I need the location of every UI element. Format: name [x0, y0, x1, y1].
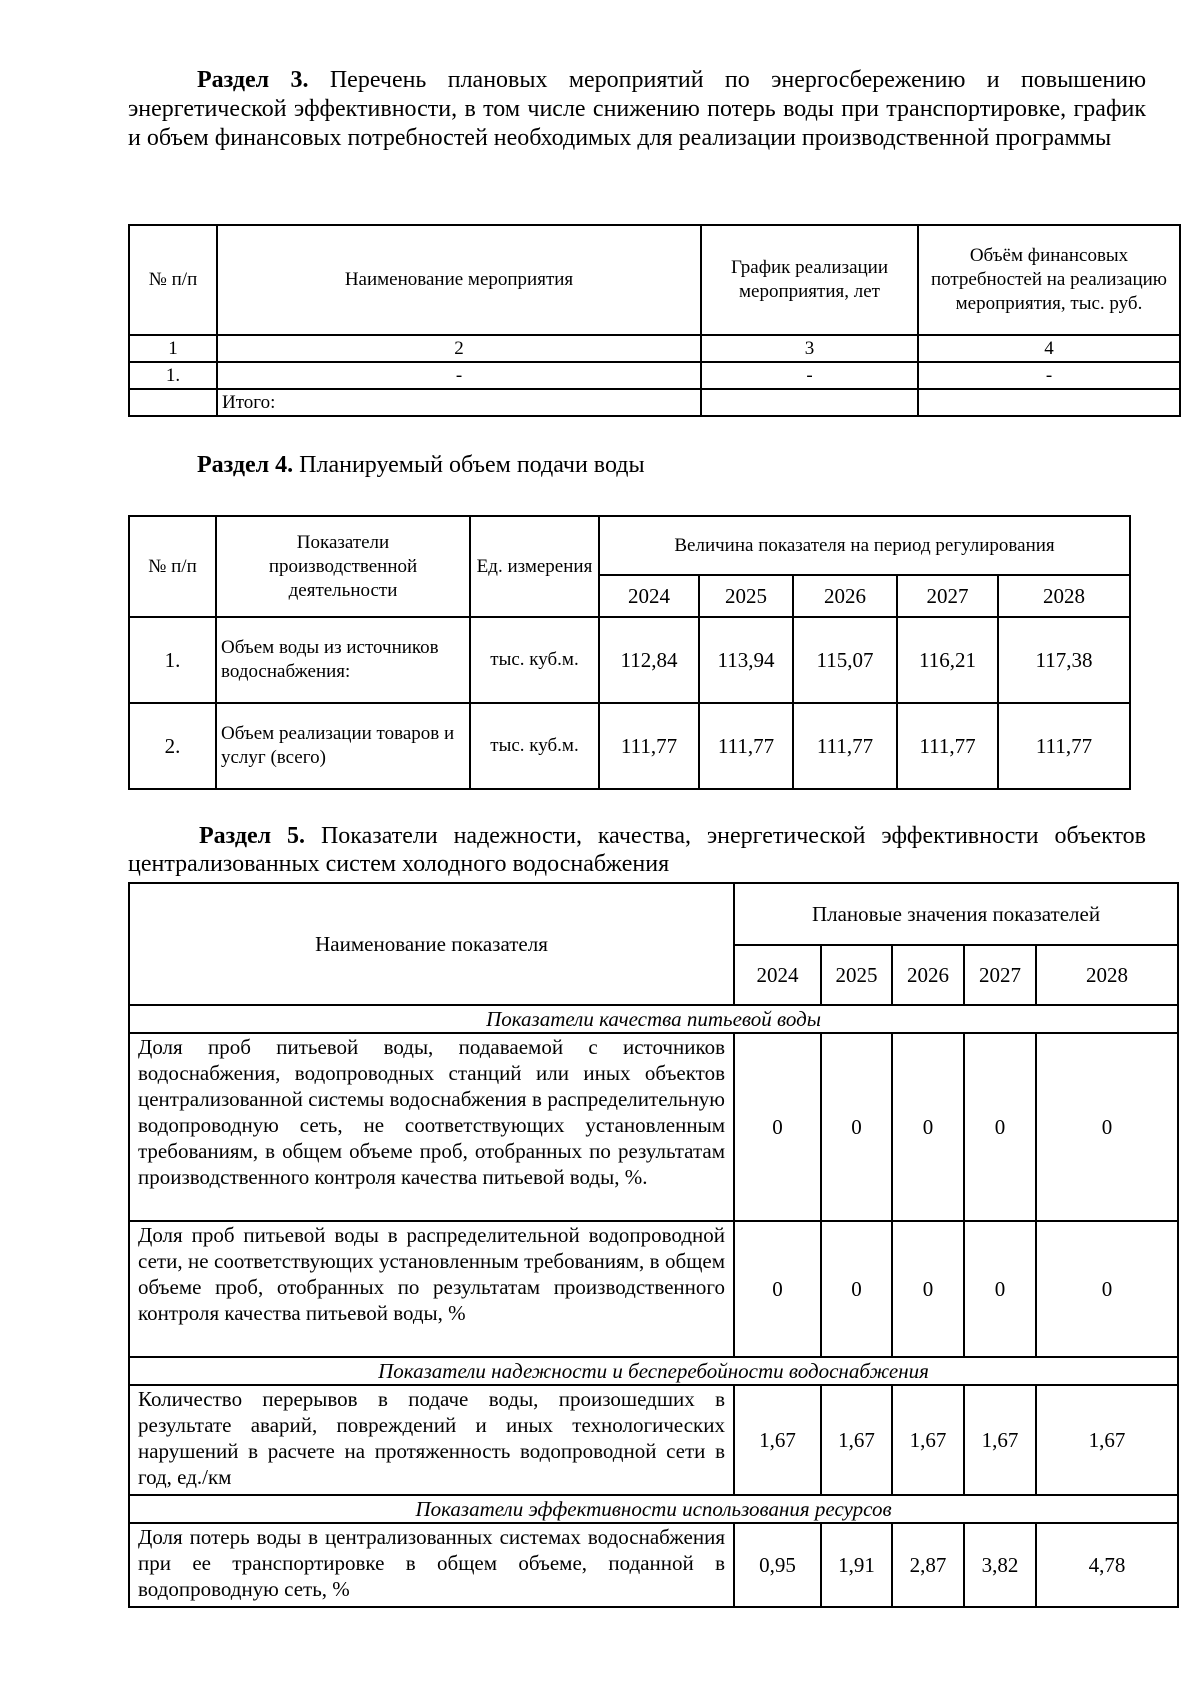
value-cell: 117,38 [998, 617, 1130, 703]
value-cell: 0 [734, 1221, 821, 1357]
unit: тыс. куб.м. [470, 703, 599, 789]
category-row [129, 1005, 1178, 1033]
value-cell: 113,94 [699, 617, 793, 703]
value-cell: 4,78 [1036, 1523, 1178, 1607]
value-cell: 0 [964, 1221, 1036, 1357]
value-cell: 0 [821, 1033, 892, 1221]
value-cell: 111,77 [599, 703, 699, 789]
category-reliability: Показатели надежности и бесперебойности водоснабжения [129, 1357, 1178, 1385]
cell [701, 389, 918, 416]
header-unit: Ед. измерения [470, 516, 599, 617]
section3-heading-label: Раздел 3. [197, 67, 309, 93]
column-number: 3 [701, 335, 918, 362]
column-number-row [129, 335, 1180, 362]
indicator-name: Количество перерывов в подаче воды, произошедших в результате аварий, повреждений и иных технологических нарушений в расчете на протяженность водопроводной сети в год, ед./км [129, 1385, 734, 1495]
section4-heading-label: Раздел 4. [197, 452, 294, 478]
value-cell: 115,07 [793, 617, 897, 703]
value-cell: 111,77 [793, 703, 897, 789]
year-header: 2028 [998, 575, 1130, 617]
row-number: 2. [129, 703, 216, 789]
value-cell: 1,67 [892, 1385, 964, 1495]
value-cell: 1,67 [1036, 1385, 1178, 1495]
year-header: 2026 [793, 575, 897, 617]
indicator-name: Объем воды из источников водоснабжения: [216, 617, 470, 703]
unit: тыс. куб.м. [470, 617, 599, 703]
category-row [129, 1495, 1178, 1523]
value-cell: 1,67 [734, 1385, 821, 1495]
section5-table [128, 882, 1179, 1608]
value-cell: 116,21 [897, 617, 998, 703]
section3-heading [128, 66, 1146, 153]
section3-table [128, 224, 1181, 417]
header-period-value: Величина показателя на период регулирования [599, 516, 1130, 575]
column-number: 2 [217, 335, 701, 362]
indicator-name: Доля потерь воды в централизованных системах водоснабжения при ее транспортировке в общем объеме, поданной в водопроводную сеть, % [129, 1523, 734, 1607]
year-header: 2027 [964, 945, 1036, 1005]
section4-table [128, 515, 1131, 790]
value-cell: 111,77 [998, 703, 1130, 789]
value-cell: 3,82 [964, 1523, 1036, 1607]
value-cell: 1,67 [964, 1385, 1036, 1495]
year-header: 2027 [897, 575, 998, 617]
value-cell: 0 [892, 1033, 964, 1221]
header-indicator-name: Наименование показателя [129, 883, 734, 1005]
indicator-name: Объем реализации товаров и услуг (всего) [216, 703, 470, 789]
year-header: 2024 [599, 575, 699, 617]
cell: - [918, 362, 1180, 389]
row-number: 1. [129, 617, 216, 703]
indicator-name: Доля проб питьевой воды, подаваемой с источников водоснабжения, водопроводных станций или иных объектов централизованной системы водоснабжения в распределительную водопроводную сеть, не соответствующих установленным требованиям, в общем объеме проб, отобранных по результатам производственного контроля качества питьевой воды, %. [129, 1033, 734, 1221]
section5-heading [128, 822, 1146, 878]
table-header-row [129, 516, 1130, 575]
category-efficiency: Показатели эффективности использования ресурсов [129, 1495, 1178, 1523]
column-number: 1 [129, 335, 217, 362]
total-row [129, 389, 1180, 416]
section4-heading-text: Планируемый объем подачи воды [299, 452, 645, 478]
value-cell: 0 [734, 1033, 821, 1221]
table-row [129, 1033, 1178, 1221]
table-row [129, 1221, 1178, 1357]
cell: 1. [129, 362, 217, 389]
cell [129, 389, 217, 416]
header-measure-name: Наименование мероприятия [217, 225, 701, 335]
section3-heading-text: Перечень плановых мероприятий по энергосбережению и повышению энергетической эффективности, в том числе снижению потерь воды при транспортировке, график и объем финансовых потребностей необходимых для реализации производственной программы [128, 67, 1147, 151]
year-header: 2024 [734, 945, 821, 1005]
cell [918, 389, 1180, 416]
table-row [129, 617, 1130, 703]
column-number: 4 [918, 335, 1180, 362]
year-header: 2025 [699, 575, 793, 617]
header-number: № п/п [129, 516, 216, 617]
value-cell: 0 [1036, 1033, 1178, 1221]
value-cell: 2,87 [892, 1523, 964, 1607]
value-cell: 1,67 [821, 1385, 892, 1495]
header-schedule: График реализации мероприятия, лет [701, 225, 918, 335]
value-cell: 0 [964, 1033, 1036, 1221]
table-row [129, 703, 1130, 789]
value-cell: 0 [1036, 1221, 1178, 1357]
header-planned-values: Плановые значения показателей [734, 883, 1178, 945]
category-row [129, 1357, 1178, 1385]
header-indicator: Показатели производственной деятельности [216, 516, 470, 617]
table-row [129, 1385, 1178, 1495]
category-quality: Показатели качества питьевой воды [129, 1005, 1178, 1033]
header-number: № п/п [129, 225, 217, 335]
year-header: 2025 [821, 945, 892, 1005]
value-cell: 1,91 [821, 1523, 892, 1607]
section5-heading-label: Раздел 5. [199, 823, 306, 849]
indicator-name: Доля проб питьевой воды в распределительной водопроводной сети, не соответствующих установленным требованиям, в общем объеме проб, отобранных по результатам производственного контроля качества питьевой воды, % [129, 1221, 734, 1357]
cell: - [217, 362, 701, 389]
section5-heading-text: Показатели надежности, качества, энергетической эффективности объектов централизованных систем холодного водоснабжения [128, 823, 1146, 877]
table-row [129, 362, 1180, 389]
year-header: 2028 [1036, 945, 1178, 1005]
value-cell: 0 [892, 1221, 964, 1357]
value-cell: 111,77 [699, 703, 793, 789]
cell: - [701, 362, 918, 389]
value-cell: 0,95 [734, 1523, 821, 1607]
year-header: 2026 [892, 945, 964, 1005]
value-cell: 112,84 [599, 617, 699, 703]
value-cell: 0 [821, 1221, 892, 1357]
table-header-row [129, 883, 1178, 945]
section4-heading [128, 451, 1146, 480]
table-header-row [129, 225, 1180, 335]
value-cell: 111,77 [897, 703, 998, 789]
table-row [129, 1523, 1178, 1607]
header-financial-needs: Объём финансовых потребностей на реализацию мероприятия, тыс. руб. [918, 225, 1180, 335]
total-label: Итого: [217, 389, 701, 416]
